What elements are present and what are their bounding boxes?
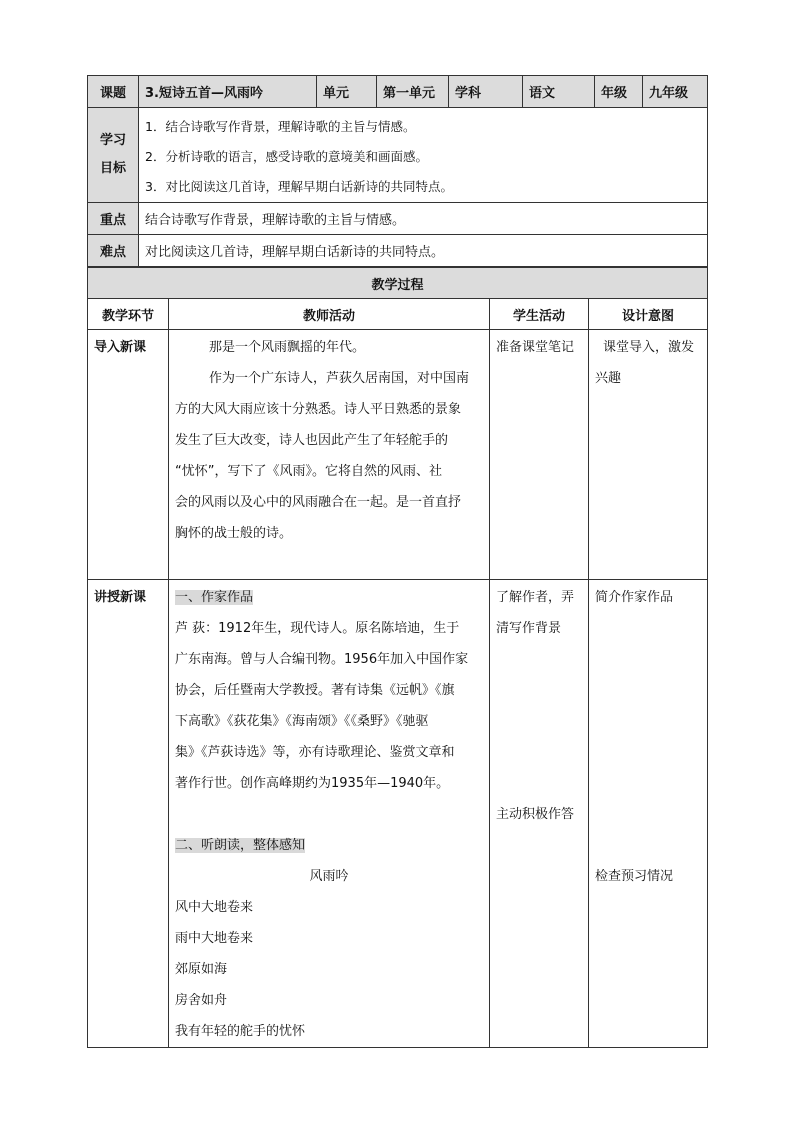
process-title: 教学过程 bbox=[88, 268, 708, 299]
intro-purpose-line: 兴趣 bbox=[595, 371, 622, 386]
author-line: 协会，后任暨南大学教授。著有诗集《远帆》《旗 bbox=[175, 683, 455, 698]
student-line: 了解作者，弄 bbox=[496, 590, 575, 605]
purpose-line: 检查预习情况 bbox=[595, 869, 674, 884]
unit-value: 第一单元 bbox=[377, 76, 449, 108]
intro-line: 发生了巨大改变，诗人也因此产生了年轻舵手的 bbox=[175, 433, 449, 448]
objective-item: 1．结合诗歌写作背景，理解诗歌的主旨与情感。 bbox=[145, 119, 416, 134]
intro-purpose-line: 课堂导入，激发 bbox=[603, 340, 695, 355]
section-author-works-title: 一、作家作品 bbox=[175, 590, 254, 605]
column-header-stage: 教学环节 bbox=[88, 299, 169, 330]
column-header-purpose: 设计意图 bbox=[589, 299, 708, 330]
subject-value: 语文 bbox=[523, 76, 595, 108]
intro-line: 方的大风大雨应该十分熟悉。诗人平日熟悉的景象 bbox=[175, 402, 462, 417]
process-header-row bbox=[88, 299, 708, 330]
column-header-teacher: 教师活动 bbox=[169, 299, 490, 330]
key-point-text: 结合诗歌写作背景，理解诗歌的主旨与情感。 bbox=[139, 203, 708, 235]
grade-value: 九年级 bbox=[643, 76, 708, 108]
header-row bbox=[88, 76, 708, 108]
objective-item: 3．对比阅读这几首诗，理解早期白话新诗的共同特点。 bbox=[145, 179, 453, 194]
intro-line: 会的风雨以及心中的风雨融合在一起。是一首直抒 bbox=[175, 495, 462, 510]
intro-teacher-activity bbox=[169, 330, 490, 580]
new-lesson-row bbox=[88, 580, 708, 1048]
author-line: 下高歌》《荻花集》《海南颂》《《桑野》《驰驱 bbox=[175, 714, 429, 729]
difficulty-label: 难点 bbox=[88, 235, 139, 267]
subject-label: 学科 bbox=[449, 76, 523, 108]
key-point-label: 重点 bbox=[88, 203, 139, 235]
intro-line: 作为一个广东诗人，芦荻久居南国，对中国南 bbox=[209, 371, 470, 386]
process-title-row bbox=[88, 268, 708, 299]
objectives-label-2: 目标 bbox=[99, 161, 126, 176]
section-listen-read-title: 二、听朗读，整体感知 bbox=[175, 838, 306, 853]
author-line: 芦 荻：1912年生，现代诗人。原名陈培迪，生于 bbox=[175, 621, 460, 636]
difficulty-row bbox=[88, 235, 708, 267]
intro-row bbox=[88, 330, 708, 580]
objectives-label-1: 学习 bbox=[99, 133, 126, 148]
course-title: 3.短诗五首—风雨吟 bbox=[139, 76, 317, 108]
poem-line: 雨中大地卷来 bbox=[175, 931, 254, 946]
poem-title: 风雨吟 bbox=[309, 869, 349, 884]
new-lesson-teacher-activity bbox=[169, 580, 490, 1048]
intro-line: “忧怀”，写下了《风雨》。它将自然的风雨、社 bbox=[175, 464, 442, 479]
author-line: 集》《芦荻诗选》等，亦有诗歌理论、鉴赏文章和 bbox=[175, 745, 455, 760]
new-lesson-stage: 讲授新课 bbox=[88, 580, 169, 1048]
grade-label: 年级 bbox=[595, 76, 643, 108]
poem-line: 房舍如舟 bbox=[175, 993, 228, 1008]
poem-line: 风中大地卷来 bbox=[175, 900, 254, 915]
objectives-list bbox=[139, 108, 708, 203]
column-header-student: 学生活动 bbox=[490, 299, 589, 330]
new-lesson-student-activity bbox=[490, 580, 589, 1048]
process-table bbox=[87, 267, 708, 1048]
lesson-info-table bbox=[87, 75, 708, 267]
key-point-row bbox=[88, 203, 708, 235]
intro-stage: 导入新课 bbox=[88, 330, 169, 580]
difficulty-text: 对比阅读这几首诗，理解早期白话新诗的共同特点。 bbox=[139, 235, 708, 267]
objectives-label bbox=[88, 108, 139, 203]
author-line: 广东南海。曾与人合编刊物。1956年加入中国作家 bbox=[175, 652, 469, 667]
intro-student-activity: 准备课堂笔记 bbox=[490, 330, 589, 580]
objectives-row bbox=[88, 108, 708, 203]
new-lesson-purpose bbox=[589, 580, 708, 1048]
author-line: 著作行世。创作高峰期约为1935年—1940年。 bbox=[175, 776, 450, 791]
poem-line: 郊原如海 bbox=[175, 962, 228, 977]
objective-item: 2．分析诗歌的语言，感受诗歌的意境美和画面感。 bbox=[145, 149, 428, 164]
unit-label: 单元 bbox=[317, 76, 377, 108]
intro-line: 胸怀的战士般的诗。 bbox=[175, 526, 293, 541]
intro-purpose bbox=[589, 330, 708, 580]
intro-line: 那是一个风雨飘摇的年代。 bbox=[209, 340, 366, 355]
poem-line: 我有年轻的舵手的忧怀 bbox=[175, 1024, 306, 1039]
purpose-line: 简介作家作品 bbox=[595, 590, 674, 605]
student-line: 清写作背景 bbox=[496, 621, 562, 636]
course-label: 课题 bbox=[88, 76, 139, 108]
student-line: 主动积极作答 bbox=[496, 807, 575, 822]
